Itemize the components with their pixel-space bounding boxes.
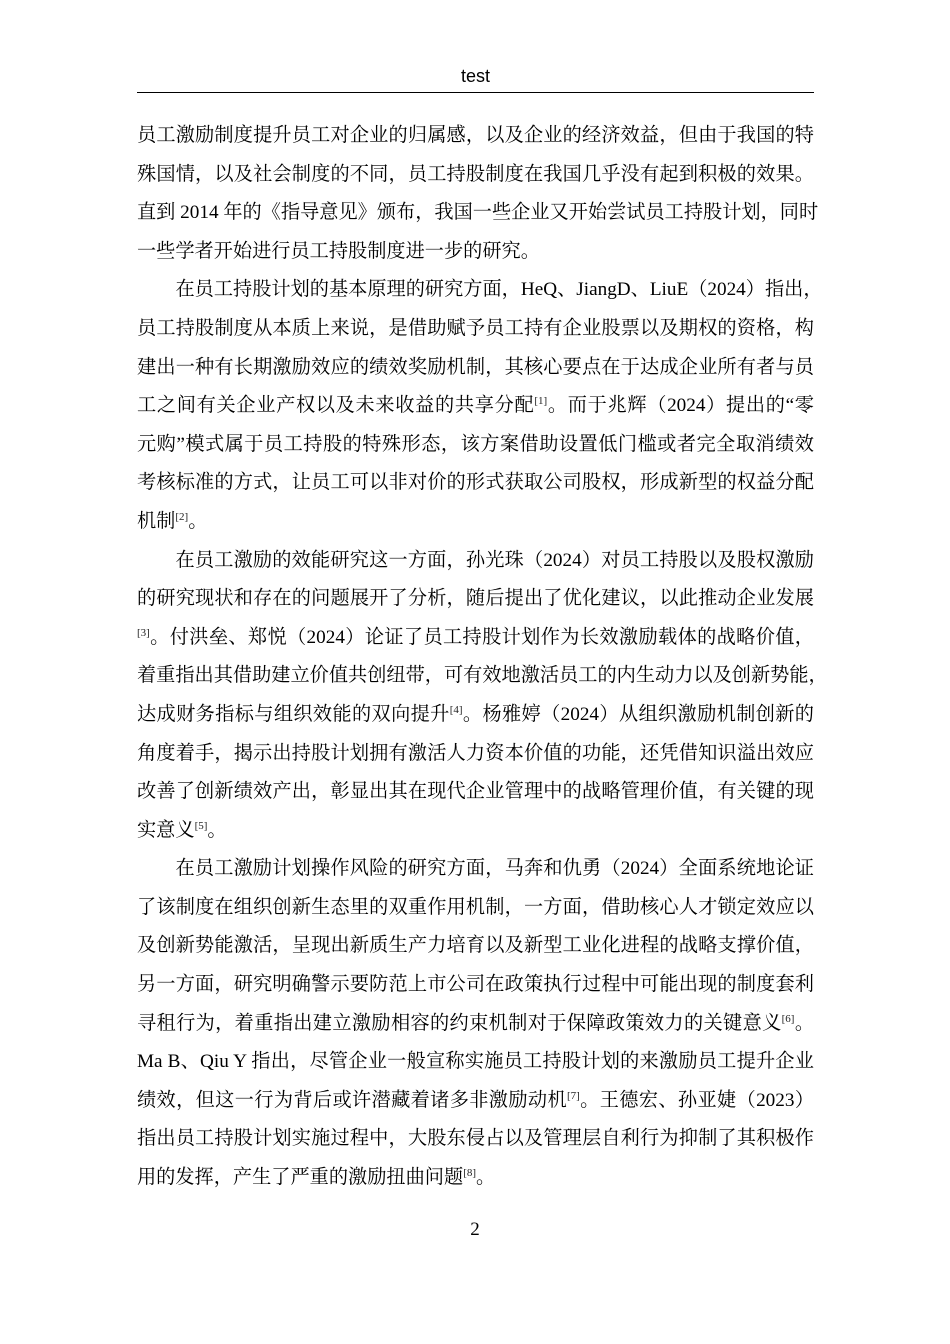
text-run: 建出一种有长期激励效应的绩效奖励机制，其核心要点在于达成企业所有者与员 <box>137 356 814 378</box>
text-run: 。杨雅婷（2024）从组织激励机制创新的 <box>462 703 814 725</box>
citation-ref: [6] <box>781 1012 795 1025</box>
text-run: 实意义 <box>137 819 195 841</box>
document-body <box>137 117 828 1198</box>
text-line <box>137 349 814 388</box>
text-line <box>137 542 814 581</box>
text-run: 寻租行为，着重指出建立激励相容的约束机制对于保障政策效力的关键意义 <box>137 1012 782 1034</box>
paragraph <box>137 117 819 271</box>
text-line <box>137 271 823 310</box>
text-line <box>137 1082 814 1121</box>
text-line <box>137 812 814 851</box>
citation-ref: [1] <box>534 395 548 408</box>
text-run: 考核标准的方式，让员工可以非对价的形式获取公司股权，形成新型的权益分配 <box>137 472 814 494</box>
text-run: 员工持股制度从本质上来说，是借助赋予员工持有企业股票以及期权的资格，构 <box>137 317 814 339</box>
text-run: 员工激励制度提升员工对企业的归属感，以及企业的经济效益，但由于我国的特 <box>137 125 814 146</box>
text-run: 。 <box>207 819 227 841</box>
text-run: 。 <box>794 1012 815 1034</box>
text-run: 机制 <box>137 510 176 532</box>
text-line <box>137 426 814 465</box>
text-line <box>137 657 828 696</box>
text-run: 元购”模式属于员工持股的特殊形态，该方案借助设置低门槛或者完全取消绩效 <box>137 433 814 455</box>
text-line <box>137 966 814 1005</box>
paragraph <box>137 271 823 541</box>
text-run: 着重指出其借助建立价值共创纽带，可有效地激活员工的内生动力以及创新势能， <box>137 665 828 687</box>
paragraph <box>137 850 814 1197</box>
text-run: 。而于兆辉（2024）提出的“零 <box>547 395 814 417</box>
text-run: 在员工激励的效能研究这一方面，孙光珠（2024）对员工持股以及股权激励 <box>175 549 814 571</box>
text-run: 改善了创新绩效产出，彰显出其在现代企业管理中的战略管理价值，有关键的现 <box>137 781 814 803</box>
citation-ref: [7] <box>567 1089 580 1102</box>
text-line <box>137 850 814 889</box>
text-run: 工之间有关企业产权以及未来收益的共享分配 <box>137 395 535 417</box>
text-line <box>137 1120 814 1159</box>
text-run: 直到 2014 年的《指导意见》颁布，我国一些企业又开始尝试员工持股计划，同时 <box>137 202 819 224</box>
text-run: 殊国情，以及社会制度的不同，员工持股制度在我国几乎没有起到积极的效果。 <box>137 163 814 185</box>
text-run: 及创新势能激活，呈现出新质生产力培育以及新型工业化进程的战略支撑价值， <box>137 935 814 957</box>
citation-ref: [3] <box>137 626 150 639</box>
text-line <box>137 117 814 156</box>
text-line <box>137 1043 814 1082</box>
text-run: 在员工持股计划的基本原理的研究方面，HeQ、JiangD、LiuE（2024）指出， <box>175 279 823 301</box>
text-line <box>137 194 819 233</box>
header-rule <box>137 92 814 93</box>
text-line <box>137 889 814 928</box>
text-run: 指出员工持股计划实施过程中，大股东侵占以及管理层自利行为抑制了其积极作 <box>137 1128 814 1150</box>
text-run: 了该制度在组织创新生态里的双重作用机制，一方面，借助核心人才锁定效应以 <box>137 896 814 918</box>
citation-ref: [8] <box>463 1167 477 1180</box>
text-run: 用的发挥，产生了严重的激励扭曲问题 <box>137 1167 464 1189</box>
page-number: 2 <box>470 1219 480 1240</box>
text-line <box>137 1159 814 1198</box>
text-line <box>137 464 814 503</box>
text-run: Ma B、Qiu Y 指出，尽管企业一般宣称实施员工持股计划的来激励员工提升企业 <box>137 1051 814 1073</box>
text-run: 的研究现状和存在的问题展开了分析，随后提出了优化建议，以此推动企业发展 <box>137 588 814 610</box>
citation-ref: [5] <box>194 819 208 832</box>
text-run: 。 <box>476 1167 496 1189</box>
text-run: 达成财务指标与组织效能的双向提升 <box>137 703 450 725</box>
text-line <box>137 696 814 735</box>
text-line <box>137 156 814 195</box>
text-line <box>137 735 814 774</box>
text-run: 。付洪垒、郑悦（2024）论证了员工持股计划作为长效激励载体的战略价值， <box>149 626 814 648</box>
text-run: 在员工激励计划操作风险的研究方面，马奔和仇勇（2024）全面系统地论证 <box>175 858 814 880</box>
text-run: 角度着手，揭示出持股计划拥有激活人力资本价值的功能，还凭借知识溢出效应 <box>137 742 814 764</box>
text-line <box>137 1005 814 1044</box>
citation-ref: [2] <box>175 510 189 523</box>
text-line <box>137 310 814 349</box>
text-line <box>137 927 814 966</box>
text-run: 。王德宏、孙亚婕（2023） <box>579 1089 815 1111</box>
text-run: 。 <box>188 510 208 532</box>
text-run: 一些学者开始进行员工持股制度进一步的研究。 <box>137 240 540 262</box>
page-header: test <box>460 66 490 86</box>
text-line <box>137 619 814 658</box>
text-line <box>137 233 814 272</box>
text-line <box>137 580 814 619</box>
text-run: 绩效，但这一行为背后或许潜藏着诸多非激励动机 <box>137 1089 567 1111</box>
paragraph <box>137 542 828 851</box>
text-run: 另一方面，研究明确警示要防范上市公司在政策执行过程中可能出现的制度套利 <box>137 974 814 996</box>
citation-ref: [4] <box>449 703 463 716</box>
text-line <box>137 503 814 542</box>
text-line <box>137 773 814 812</box>
text-line <box>137 387 814 426</box>
